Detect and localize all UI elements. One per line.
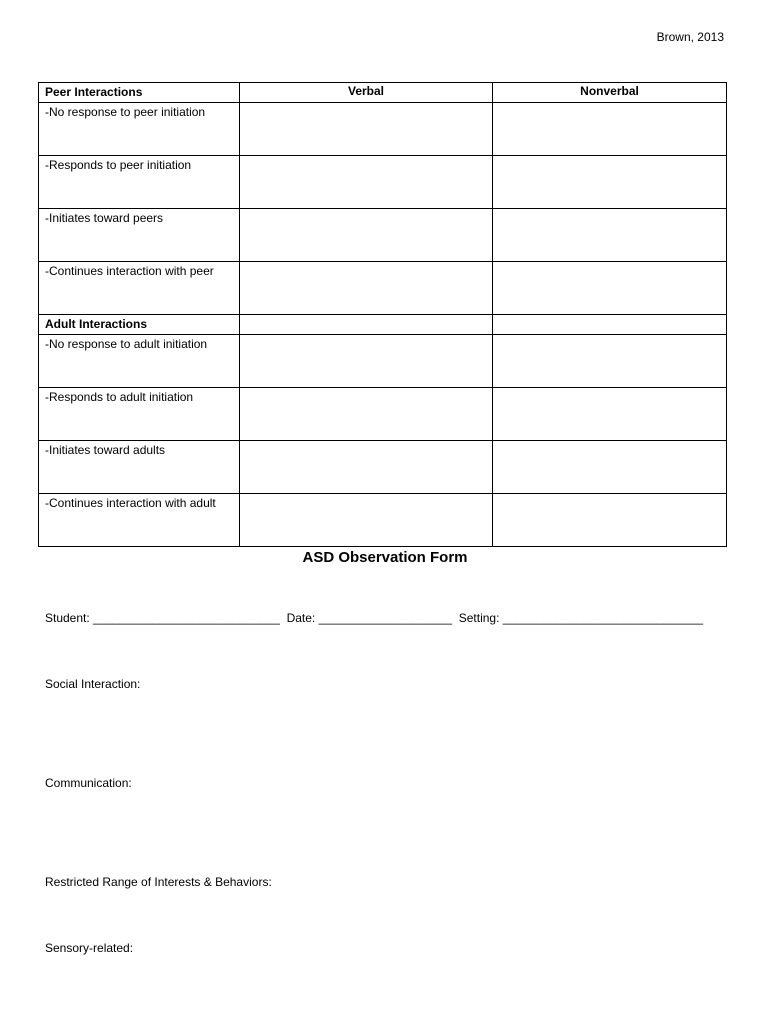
nonverbal-cell: [493, 315, 727, 335]
table-row: [39, 441, 727, 494]
verbal-cell[interactable]: [240, 388, 493, 441]
table-row: [39, 156, 727, 209]
row-label: -Initiates toward peers: [39, 209, 240, 262]
adult-section-row: [39, 315, 727, 335]
table-row: [39, 262, 727, 315]
row-label: -Initiates toward adults: [39, 441, 240, 494]
nonverbal-cell[interactable]: [493, 335, 727, 388]
peer-interactions-heading: Peer Interactions: [39, 83, 240, 103]
nonverbal-cell[interactable]: [493, 262, 727, 315]
restricted-interests-label: Restricted Range of Interests & Behaviors:: [45, 875, 272, 889]
row-label: -No response to peer initiation: [39, 103, 240, 156]
nonverbal-cell[interactable]: [493, 156, 727, 209]
table-row: [39, 388, 727, 441]
row-label: -Continues interaction with adult: [39, 494, 240, 547]
verbal-cell[interactable]: [240, 494, 493, 547]
nonverbal-cell[interactable]: [493, 209, 727, 262]
student-field[interactable]: Student: ____________________________: [45, 611, 280, 625]
setting-field[interactable]: Setting: ______________________________: [458, 611, 703, 625]
table-row: [39, 494, 727, 547]
verbal-cell[interactable]: [240, 209, 493, 262]
verbal-cell[interactable]: [240, 441, 493, 494]
nonverbal-cell[interactable]: [493, 103, 727, 156]
student-date-setting-line: [45, 611, 703, 625]
nonverbal-cell[interactable]: [493, 494, 727, 547]
citation-text: Brown, 2013: [656, 30, 724, 44]
table-row: [39, 335, 727, 388]
row-label: -No response to adult initiation: [39, 335, 240, 388]
sensory-related-label: Sensory-related:: [45, 941, 134, 955]
nonverbal-cell[interactable]: [493, 388, 727, 441]
verbal-cell[interactable]: [240, 103, 493, 156]
form-title: ASD Observation Form: [302, 549, 468, 566]
table-row: [39, 209, 727, 262]
adult-interactions-heading: Adult Interactions: [39, 315, 240, 335]
communication-label: Communication:: [45, 776, 132, 790]
social-interaction-label: Social Interaction:: [45, 677, 141, 691]
table-header-row: [39, 83, 727, 103]
nonverbal-cell[interactable]: [493, 441, 727, 494]
row-label: -Responds to peer initiation: [39, 156, 240, 209]
verbal-cell[interactable]: [240, 156, 493, 209]
row-label: -Responds to adult initiation: [39, 388, 240, 441]
date-field[interactable]: Date: ____________________: [286, 611, 453, 625]
verbal-cell[interactable]: [240, 262, 493, 315]
table-row: [39, 103, 727, 156]
row-label: -Continues interaction with peer: [39, 262, 240, 315]
verbal-cell: [240, 315, 493, 335]
verbal-cell[interactable]: [240, 335, 493, 388]
observation-table: [38, 82, 727, 547]
verbal-column-heading: Verbal: [240, 83, 493, 103]
nonverbal-column-heading: Nonverbal: [493, 83, 727, 103]
